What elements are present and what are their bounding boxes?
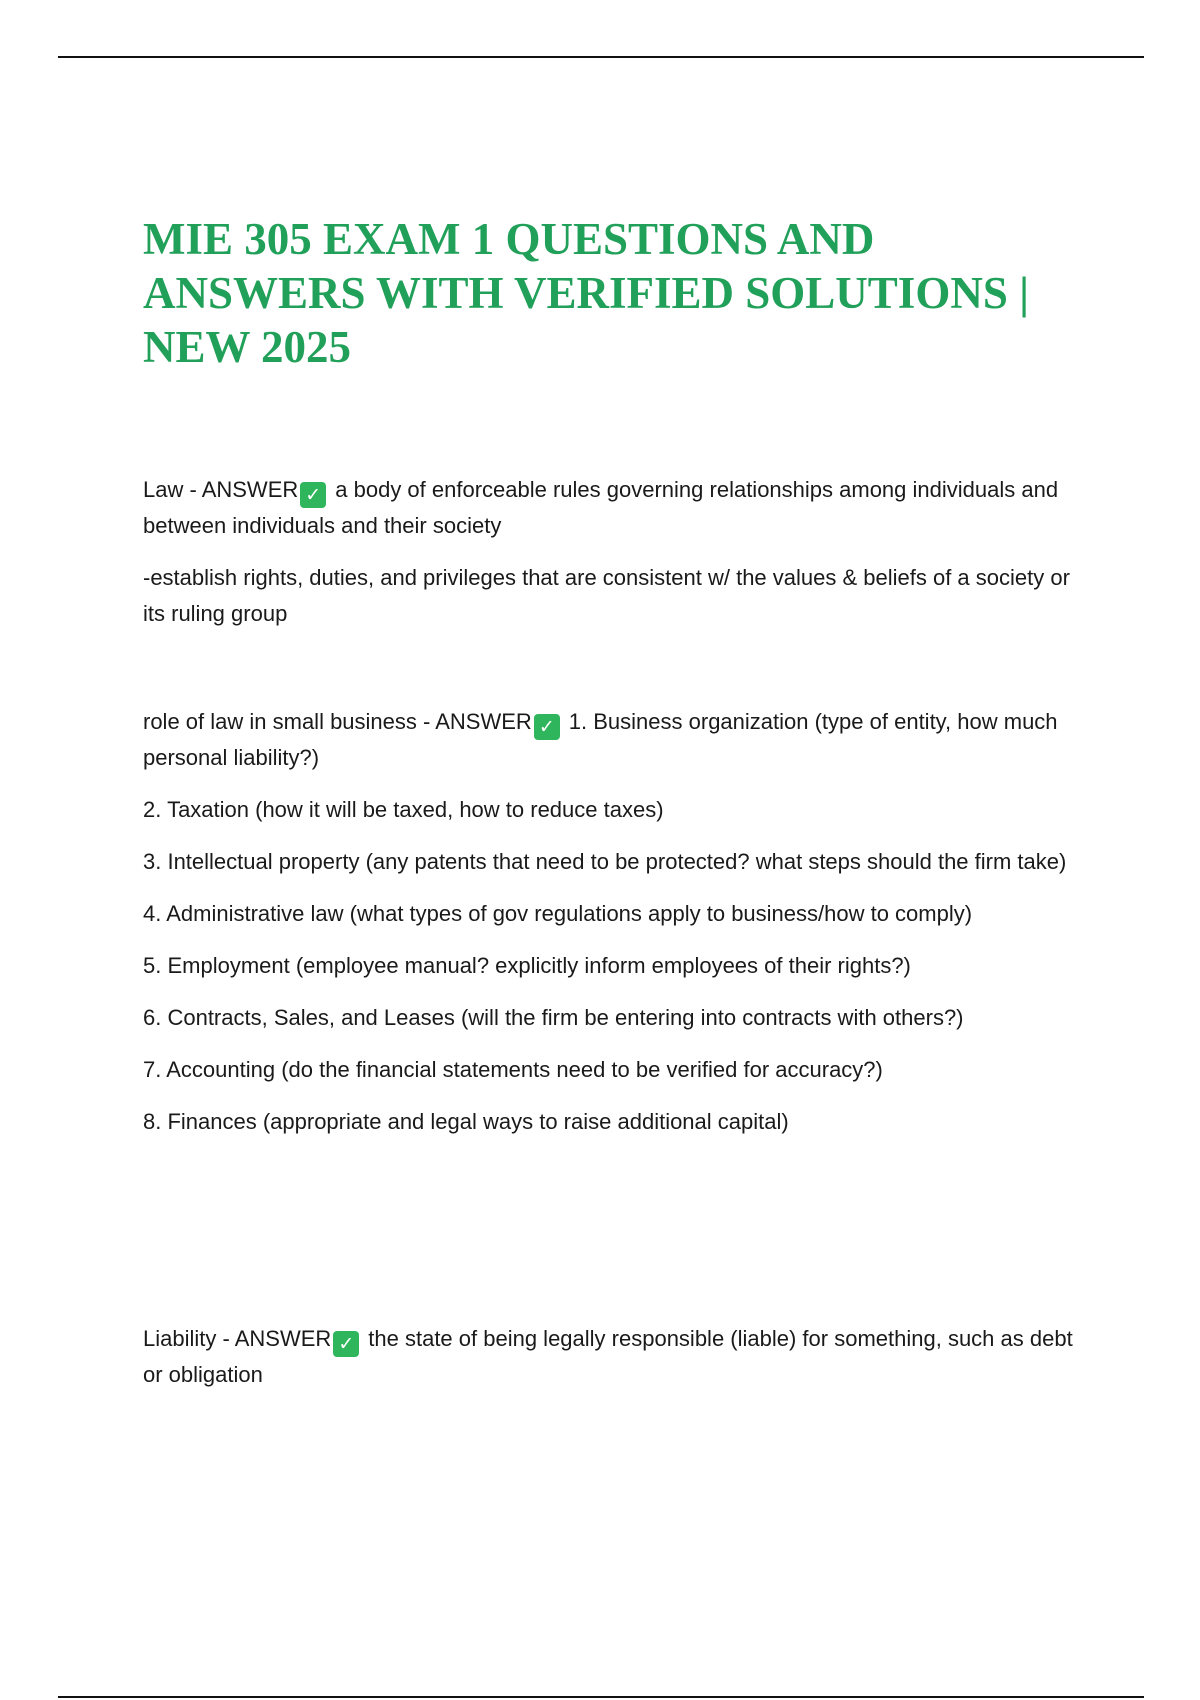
document-title: MIE 305 EXAM 1 QUESTIONS AND ANSWERS WITH VERIFIED SOLUTIONS | NEW 2025 — [143, 214, 1030, 372]
qa-answer-line: 4. Administrative law (what types of gov regulations apply to business/how to comply) — [143, 901, 973, 926]
qa-answer-line: 6. Contracts, Sales, and Leases (will the firm be entering into contracts with others?) — [143, 1005, 964, 1030]
check-mark-icon: ✓ — [300, 482, 326, 508]
check-mark-icon: ✓ — [333, 1331, 359, 1357]
qa-answer-line: 2. Taxation (how it will be taxed, how to reduce taxes) — [143, 797, 664, 822]
qa-answer: the state of being legally responsible (liable) for something, such as debt or obligation — [143, 1326, 1073, 1387]
qa-question — [143, 1321, 1073, 1393]
qa-answer: 1. Business organization (type of entity, how much personal liability?) — [143, 709, 1058, 770]
qa-answer-line: 3. Intellectual property (any patents that need to be protected? what steps should the firm take) — [143, 849, 1067, 874]
qa-answer-line: 5. Employment (employee manual? explicitly inform employees of their rights?) — [143, 953, 911, 978]
qa-answer-line: 7. Accounting (do the financial statements need to be verified for accuracy?) — [143, 1057, 883, 1082]
check-mark-icon: ✓ — [534, 714, 560, 740]
document-body — [143, 212, 1073, 1387]
qa-entry-law — [143, 472, 1073, 648]
qa-entry-liability — [143, 1321, 1073, 1409]
qa-answer: a body of enforceable rules governing relationships among individuals and between individuals and their society — [143, 477, 1059, 538]
qa-answer-line: 8. Finances (appropriate and legal ways to raise additional capital) — [143, 1109, 789, 1134]
qa-question — [143, 704, 1073, 776]
qa-term: Liability - ANSWER — [143, 1326, 332, 1351]
qa-question — [143, 472, 1073, 544]
header-rule — [58, 56, 1144, 58]
qa-term: role of law in small business - ANSWER — [143, 709, 532, 734]
footer-rule — [58, 1696, 1144, 1698]
qa-entry-role-of-law — [143, 704, 1073, 1156]
qa-term: Law - ANSWER — [143, 477, 299, 502]
qa-answer-line: -establish rights, duties, and privileges that are consistent w/ the values & beliefs of a society or its ruling group — [143, 565, 1070, 626]
